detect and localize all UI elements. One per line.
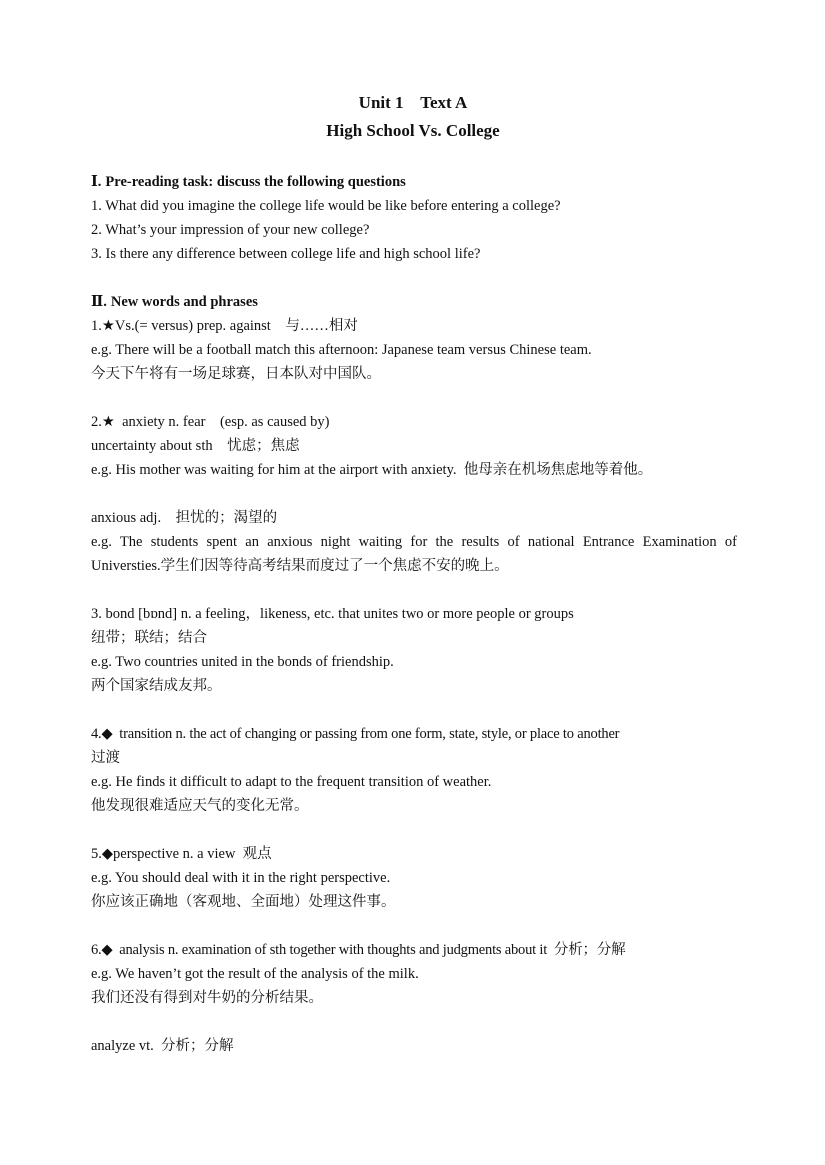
question-1: 1. What did you imagine the college life would be like before entering a college? — [91, 198, 561, 214]
entry-line: 5.◆perspective n. a view 观点 — [91, 846, 272, 862]
document-page — [91, 88, 737, 1058]
question-2: 2. What’s your impression of your new college? — [91, 222, 370, 238]
entry-analyze — [91, 1034, 737, 1058]
entry-line: 过渡 — [91, 750, 120, 766]
entry-line: analyze vt. 分析；分解 — [91, 1038, 234, 1054]
section-1-heading-text: Pre-reading task: discuss the following questions — [105, 174, 406, 190]
entry-line: uncertainty about sth 忧虑；焦虑 — [91, 438, 300, 454]
entry-line: 6.◆ analysis n. examination of sth together with thoughts and judgments about it 分析；分解 — [91, 942, 626, 958]
entry-line: anxious adj. 担忧的；渴望的 — [91, 510, 278, 526]
section-2-heading-text: New words and phrases — [110, 294, 258, 310]
unit-title: Unit 1 Text A — [358, 93, 468, 112]
section-2-heading — [91, 290, 737, 314]
entry-line: 今天下午将有一场足球赛，日本队对中国队。 — [91, 366, 381, 382]
entry-line: e.g. You should deal with it in the right perspective. — [91, 870, 391, 886]
entry-line: 我们还没有得到对牛奶的分析结果。 — [91, 990, 323, 1006]
entry-line: e.g. We haven’t got the result of the analysis of the milk. — [91, 966, 419, 982]
question-3: 3. Is there any difference between college life and high school life? — [91, 246, 481, 262]
entry-versus — [91, 314, 737, 386]
entry-perspective — [91, 842, 737, 914]
entry-line: 他发现很难适应天气的变化无常。 — [91, 798, 309, 814]
entry-line: 3. bond [bɒnd] n. a feeling，likeness, etc. that unites two or more people or groups — [91, 606, 574, 622]
entry-line: e.g. He finds it difficult to adapt to the frequent transition of weather. — [91, 774, 492, 790]
entry-line: 你应该正确地（客观地、全面地）处理这件事。 — [91, 894, 396, 910]
entry-paragraph: e.g. The students spent an anxious night waiting for the results of national Entrance Examination of Universties.学生们因等待高考结果而度过了一个焦虑不安的晚上。 — [91, 534, 737, 574]
entry-line: e.g. Two countries united in the bonds of friendship. — [91, 654, 394, 670]
entry-line: e.g. His mother was waiting for him at the airport with anxiety. 他母亲在机场焦虑地等着他。 — [91, 462, 653, 478]
entry-line: 两个国家结成友邦。 — [91, 678, 222, 694]
text-title: High School Vs. College — [326, 121, 500, 140]
section-1-heading — [91, 170, 737, 194]
entry-line: 2.★ anxiety n. fear (esp. as caused by) — [91, 414, 330, 430]
section-2-numeral: Ⅱ. — [91, 294, 107, 310]
entry-line: 4.◆ transition n. the act of changing or passing from one form, state, style, or place to another — [91, 726, 620, 742]
entry-line: 纽带；联结；结合 — [91, 630, 207, 646]
entry-bond — [91, 602, 737, 698]
entry-anxious — [91, 506, 737, 578]
entry-transition — [91, 722, 737, 818]
entry-anxiety — [91, 410, 737, 482]
entry-line: e.g. There will be a football match this afternoon: Japanese team versus Chinese team. — [91, 342, 592, 358]
entry-line: 1.★Vs.(= versus) prep. against 与……相对 — [91, 318, 358, 334]
section-1-numeral: Ⅰ. — [91, 174, 102, 190]
entry-analysis — [91, 938, 737, 1010]
